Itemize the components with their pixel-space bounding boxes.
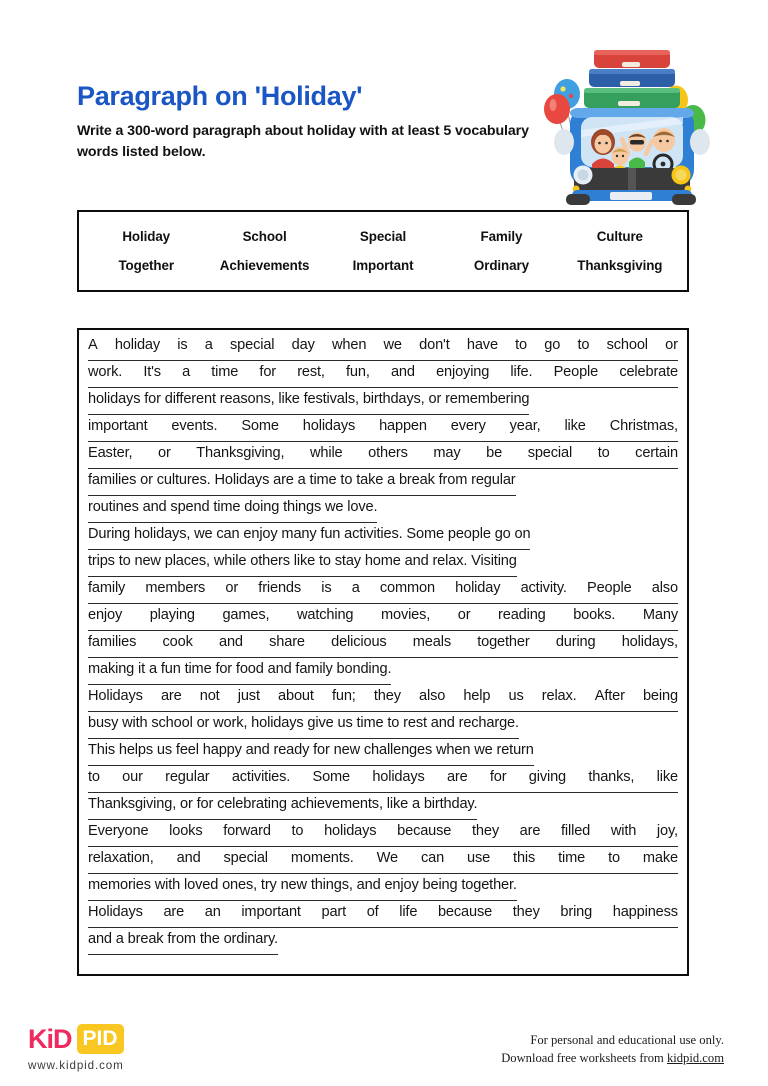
text-line (88, 685, 678, 712)
vocabulary-word: Family (480, 229, 523, 244)
text-line-content: During holidays, we can enjoy many fun activities. Some people go on (88, 523, 530, 550)
text-line (88, 766, 678, 793)
logo-website-url: www.kidpid.com (28, 1059, 124, 1072)
text-line-content: routines and spend time doing things we love. (88, 496, 377, 523)
page-title: Paragraph on 'Holiday' (77, 81, 363, 111)
text-line (88, 550, 678, 577)
text-line (88, 415, 678, 442)
text-line (88, 469, 678, 496)
logo-pid-badge: PID (77, 1024, 124, 1054)
text-line-content: work. It's a time for rest, fun, and enjoying life. People celebrate (88, 361, 678, 388)
kidpid-link[interactable]: kidpid.com (666, 1051, 724, 1066)
vocabulary-word: Important (352, 258, 414, 273)
text-line (88, 739, 678, 766)
kidpid-logo (28, 1024, 188, 1072)
text-line-content: holidays for different reasons, like festivals, birthdays, or remembering (88, 388, 529, 415)
text-line-content: making it a fun time for food and family bonding. (88, 658, 391, 685)
text-line-content: trips to new places, while others like to stay home and relax. Visiting (88, 550, 517, 577)
text-line-content: relaxation, and special moments. We can use this time to make (88, 847, 678, 874)
text-line-content: and a break from the ordinary. (88, 928, 278, 955)
vocabulary-word: School (242, 229, 287, 244)
text-line (88, 658, 678, 685)
vocabulary-word: Ordinary (473, 258, 529, 273)
text-line (88, 793, 678, 820)
text-line (88, 847, 678, 874)
paragraph (88, 685, 678, 820)
footer-usage-note (501, 1031, 724, 1068)
text-line (88, 496, 678, 523)
vocabulary-word: Thanksgiving (577, 258, 663, 273)
text-line-content: to our regular activities. Some holidays are for giving thanks, like (88, 766, 678, 793)
text-line-content: important events. Some holidays happen every year, like Christmas, (88, 415, 678, 442)
text-line (88, 388, 678, 415)
text-line-content: busy with school or work, holidays give us time to rest and recharge. (88, 712, 519, 739)
text-line (88, 901, 678, 928)
paragraph-answer-area[interactable] (77, 328, 689, 976)
text-line (88, 712, 678, 739)
logo-mark (28, 1024, 188, 1054)
text-line-content: This helps us feel happy and ready for new challenges when we return (88, 739, 534, 766)
paragraph (88, 523, 678, 685)
text-line (88, 631, 678, 658)
text-line-content: A holiday is a special day when we don't have to go to school or (88, 334, 678, 361)
vocabulary-word-bank (77, 210, 689, 292)
text-line (88, 874, 678, 901)
text-line-content: families or cultures. Holidays are a time to take a break from regular (88, 469, 516, 496)
text-line-content: family members or friends is a common holiday activity. People also (88, 577, 678, 604)
text-line (88, 442, 678, 469)
text-line (88, 604, 678, 631)
footer-note-line-1: For personal and educational use only. (530, 1033, 724, 1047)
text-line (88, 523, 678, 550)
text-line-content: Holidays are not just about fun; they also help us relax. After being (88, 685, 678, 712)
text-line (88, 334, 678, 361)
text-line (88, 820, 678, 847)
family-car-vacation-icon (536, 38, 726, 208)
header (77, 82, 547, 162)
vocabulary-word: Together (118, 258, 174, 273)
text-line-content: memories with loved ones, try new things, and enjoy being together. (88, 874, 517, 901)
footer-note-line-2 (501, 1049, 724, 1067)
text-line (88, 928, 678, 955)
text-line-content: Holidays are an important part of life because they bring happiness (88, 901, 678, 928)
text-line-content: families cook and share delicious meals together during holidays, (88, 631, 678, 658)
footer-note-prefix: Download free worksheets from (501, 1051, 667, 1066)
vocabulary-word: Special (359, 229, 407, 244)
vocabulary-row (87, 258, 679, 273)
instructions-text: Write a 300-word paragraph about holiday with at least 5 vocabulary words listed below. (77, 123, 529, 160)
logo-kid-text: KiD (28, 1023, 72, 1054)
text-line-content: Easter, or Thanksgiving, while others may be special to certain (88, 442, 678, 469)
paragraph (88, 820, 678, 955)
vocabulary-word: Culture (596, 229, 643, 244)
text-line-content: Everyone looks forward to holidays because they are filled with joy, (88, 820, 678, 847)
text-line (88, 361, 678, 388)
text-line (88, 577, 678, 604)
text-line-content: enjoy playing games, watching movies, or reading books. Many (88, 604, 678, 631)
vocabulary-row (87, 229, 679, 244)
text-line-content: Thanksgiving, or for celebrating achievements, like a birthday. (88, 793, 477, 820)
vocabulary-word: Achievements (219, 258, 310, 273)
vocabulary-word: Holiday (122, 229, 171, 244)
paragraph (88, 334, 678, 523)
